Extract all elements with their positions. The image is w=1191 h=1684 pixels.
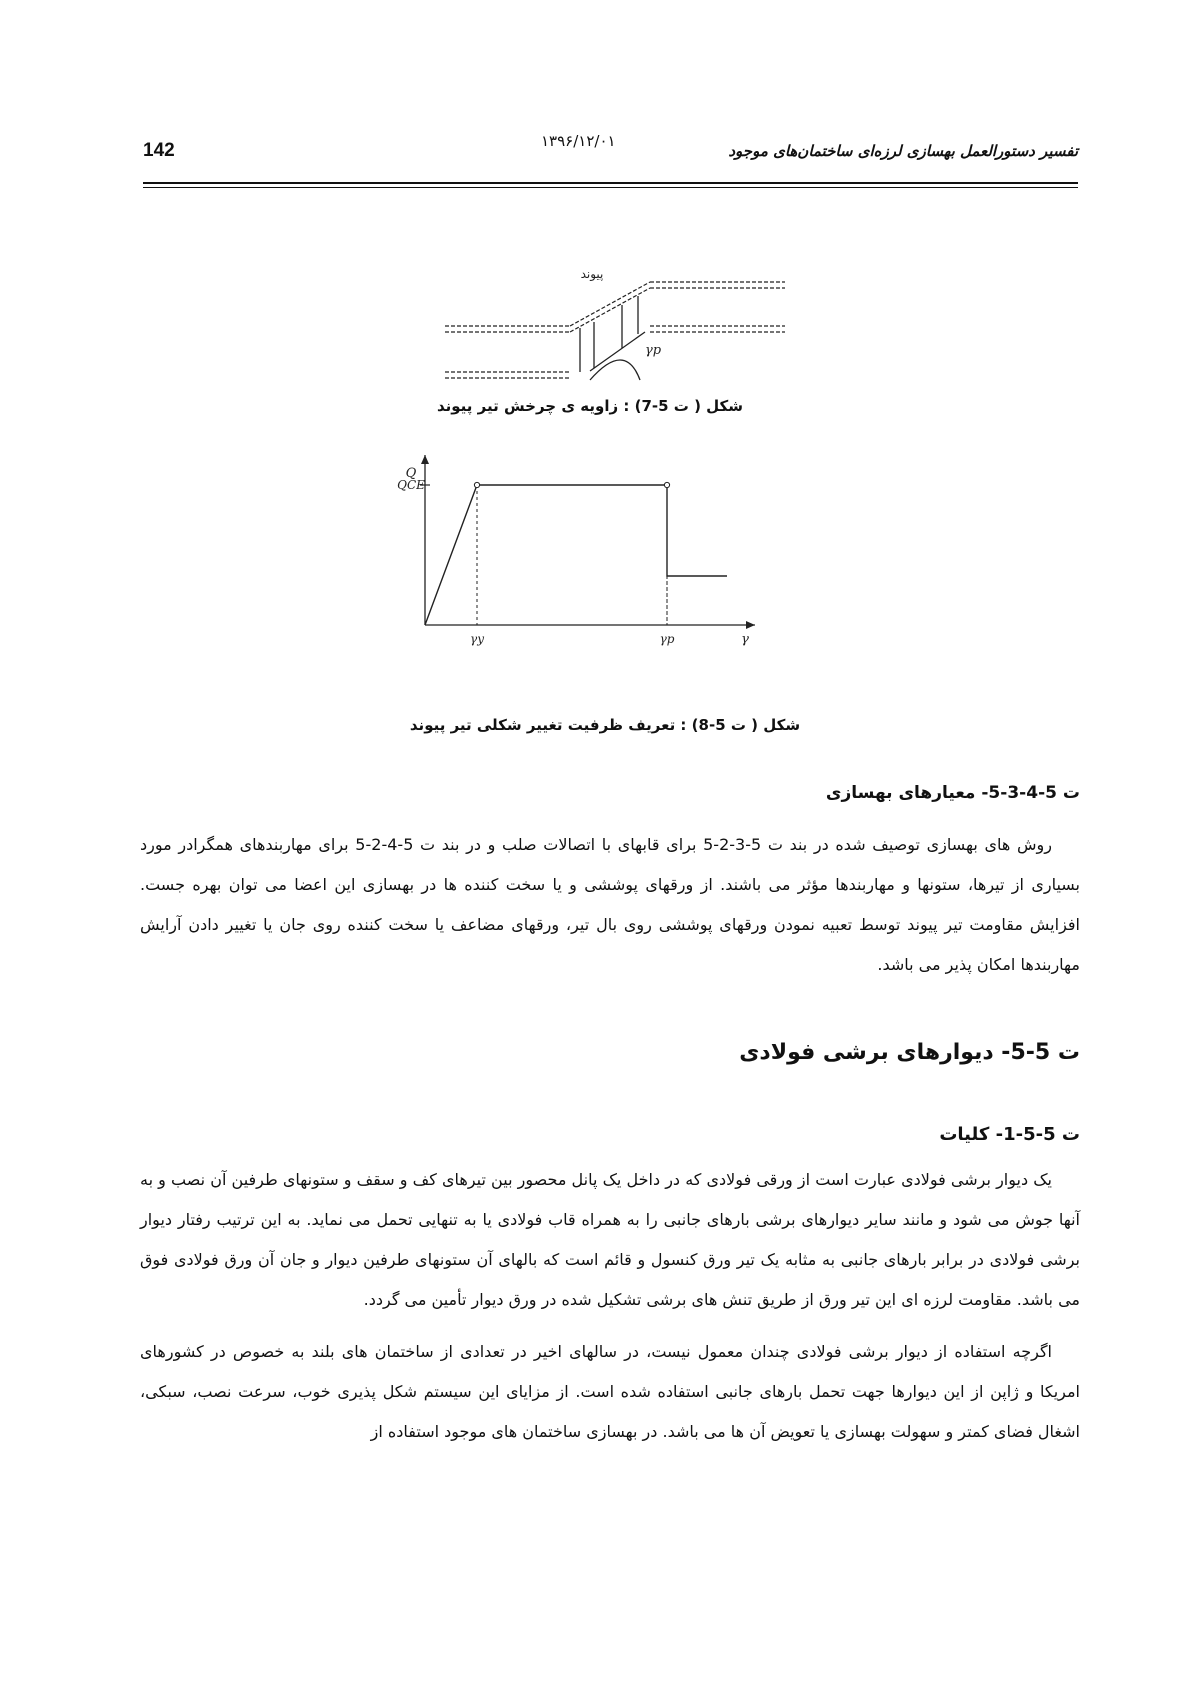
x-tick-label: γy [470,632,484,646]
header-date: ۱۳۹۶/۱۲/۰۱ [541,132,616,150]
link-rotation-figure [440,267,800,390]
y-tick-label: QCE [397,478,425,492]
figure2-caption: شکل ( ت 5-8) : تعریف ظرفیت تغییر شکلی تیر پیوند [409,716,801,734]
section-heading-retrofit-criteria: ت 5-4-3-5- معیارهای بهسازی [825,783,1080,803]
section-heading-steel-shear-walls: ت 5-5- دیوارهای برشی فولادی [739,1040,1080,1065]
gamma-p-label: γp [645,343,662,358]
section1-paragraph [140,825,1080,985]
y-axis-label: Q [405,466,417,481]
data-point [664,482,669,487]
series-line [425,485,727,625]
paragraph: یک دیوار برشی فولادی عبارت است از ورقی فولادی که در داخل یک پانل محصور بین تیرهای کف و سقف و ستونهای طرفین آن نصب و به آنها جوش می شود و مانند سایر دیوارهای برشی بارهای جانبی را به همراه قاب فولادی یا به تنهایی تحمل می نماید. به این ترتیب رفتار دیوار برشی فولادی در برابر بارهای جانبی به مثابه یک تیر ورق کنسول و قائم است که بالهای آن ستونهای طرفین دیوار و جان آن ورق فولادی فوق می باشد. مقاومت لرزه ای این تیر ورق از طریق تنش های برشی تشکیل شده در ورق دیوار تأمین می گردد. [140,1170,1080,1309]
figure1-caption: شکل ( ت 5-7) : زاویه ی چرخش تیر پیوند [436,397,744,415]
y-axis-arrow [421,455,429,464]
page-header [143,128,1078,192]
paragraph: اگرچه استفاده از دیوار برشی فولادی چندان معمول نیست، در سالهای اخیر در تعدادی از ساختمان های بلند به خصوص در کشورهای امریکا و ژاپن از این دیوارها جهت تحمل بارهای جانبی استفاده شده است. از مزایای این سیستم شکل پذیری خوب، سرعت نصب، سبکی، اشغال فضای کمتر و سهولت بهسازی یا تعویض آن ها می باشد. در بهسازی ساختمان های موجود استفاده از [140,1342,1080,1441]
data-point [474,482,479,487]
section-heading-general: ت 5-5-1- کلیات [939,1124,1080,1145]
x-axis-arrow [746,621,755,629]
section3-body [140,1160,1080,1452]
paragraph: روش های بهسازی توصیف شده در بند ت 5-3-2-5 برای قابهای با اتصالات صلب و در بند ت 5-4-2-5 برای مهاربندهای همگرادر مورد بسیاری از تیرها، ستونها و مهاربندها مؤثر می باشند. از ورقهای پوششی و یا سخت کننده ها در بهسازی این اعضا می توان بهره جست. افزایش مقاومت تیر پیوند توسط تعبیه نمودن ورقهای پوششی روی بال تیر، ورقهای مضاعف یا سخت کننده روی جان یا تغییر دادن آرایش مهاربندها امکان پذیر می باشد. [140,835,1080,974]
page-number: 142 [143,140,175,161]
header-rule-thin [143,187,1078,188]
x-tick-label: γp [659,632,675,646]
x-axis-label: γ [741,632,749,647]
link-label: پیوند [580,267,604,281]
link-deformation-chart [397,445,825,705]
header-rule [143,182,1078,184]
header-title: تفسیر دستورالعمل بهسازی لرزه‌ای ساختمان‌های موجود [728,142,1078,160]
